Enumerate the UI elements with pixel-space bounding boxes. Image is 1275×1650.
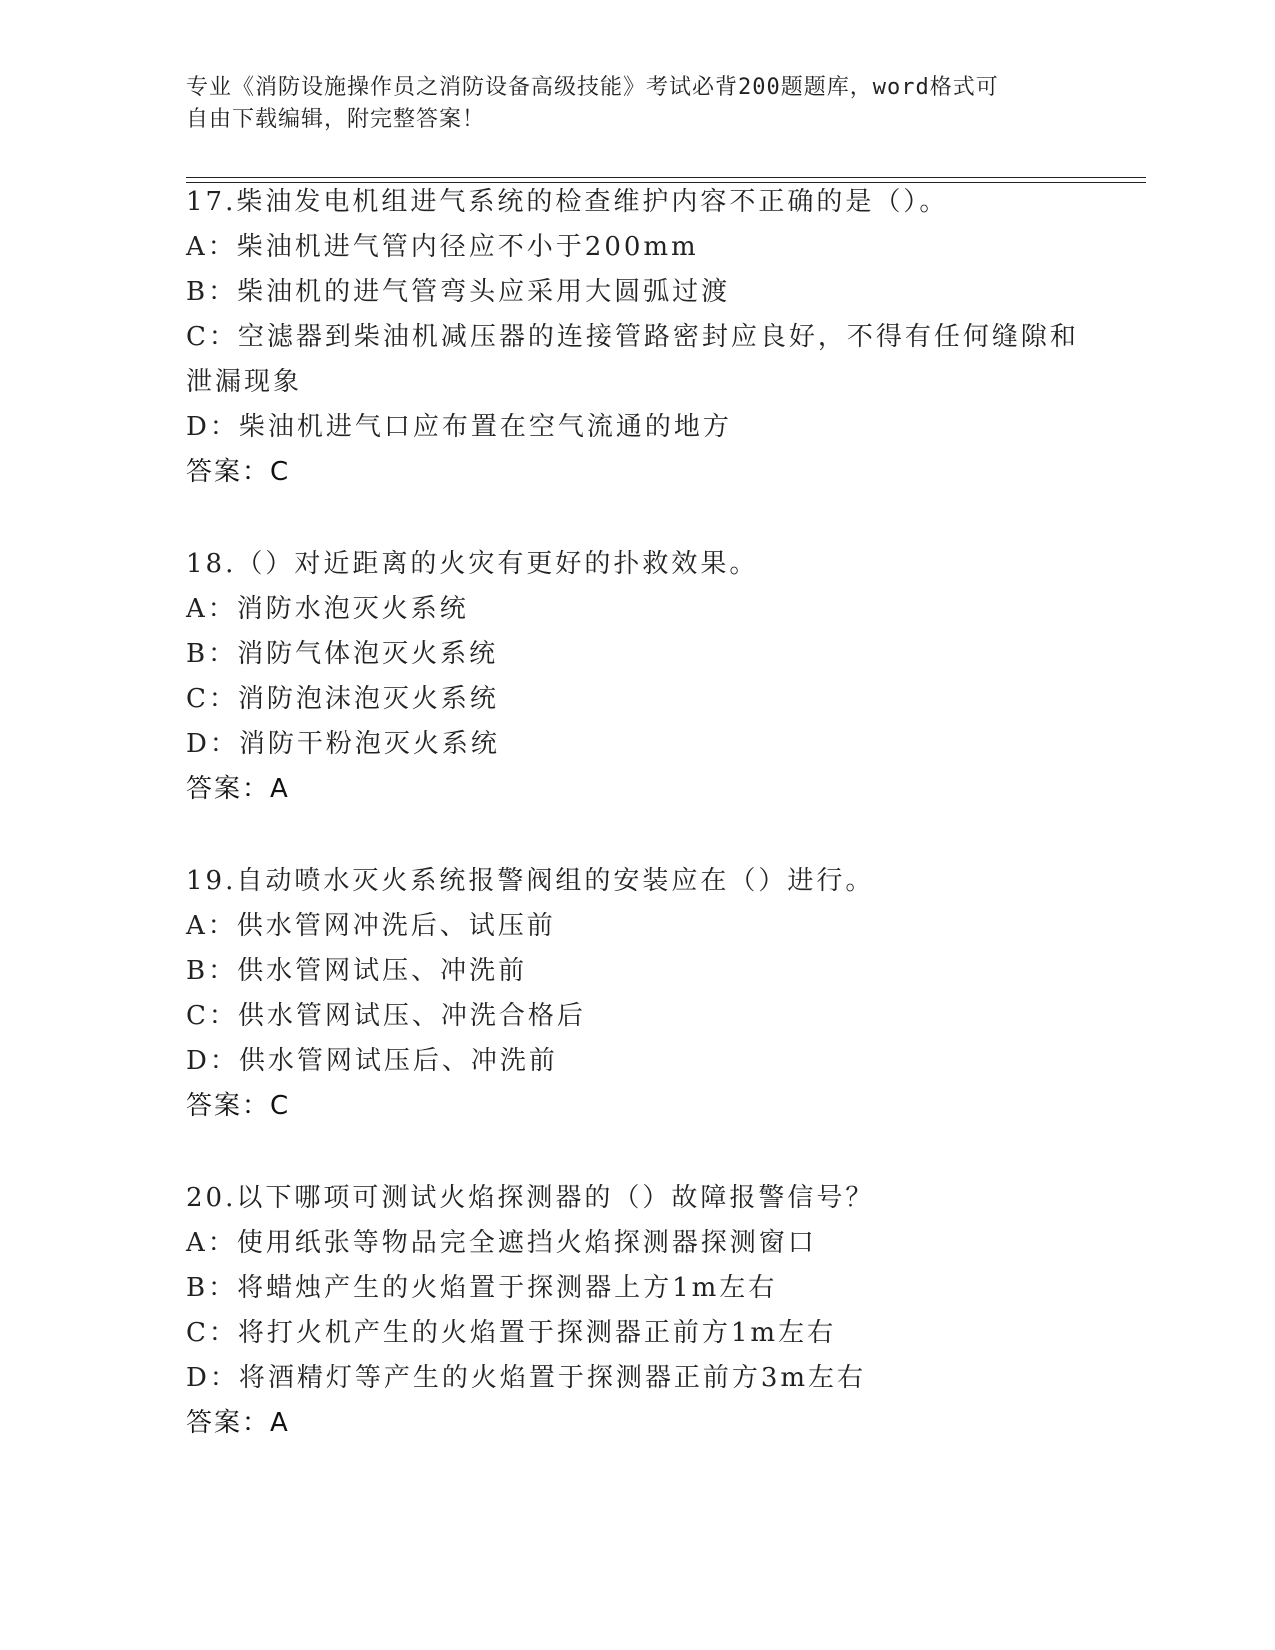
document-header <box>186 72 1066 136</box>
option-b: B：供水管网试压、冲洗前 <box>186 956 528 986</box>
question-20 <box>186 1176 1086 1446</box>
question-stem: 18.（）对近距离的火灾有更好的扑救效果。 <box>186 549 759 579</box>
option-c: C：空滤器到柴油机减压器的连接管路密封应良好，不得有任何缝隙和 <box>186 322 1079 352</box>
option-d: D：消防干粉泡灭火系统 <box>186 729 500 759</box>
option-a: A：消防水泡灭火系统 <box>186 594 469 624</box>
option-a: A：供水管网冲洗后、试压前 <box>186 911 556 941</box>
question-17 <box>186 180 1086 495</box>
question-stem: 20.以下哪项可测试火焰探测器的（）故障报警信号？ <box>186 1183 875 1213</box>
question-18 <box>186 542 1086 812</box>
header-line-1: 专业《消防设施操作员之消防设备高级技能》考试必背200题题库，word格式可 <box>186 75 999 100</box>
option-b: B：消防气体泡灭火系统 <box>186 639 499 669</box>
answer: 答案：C <box>186 1091 291 1121</box>
option-c: C：供水管网试压、冲洗合格后 <box>186 1001 586 1031</box>
option-b: B：将蜡烛产生的火焰置于探测器上方1m左右 <box>186 1273 778 1303</box>
header-line-2: 自由下载编辑，附完整答案！ <box>186 107 486 132</box>
answer: 答案：C <box>186 457 291 487</box>
option-d: D：将酒精灯等产生的火焰置于探测器正前方3m左右 <box>186 1363 867 1393</box>
option-a: A：使用纸张等物品完全遮挡火焰探测器探测窗口 <box>186 1228 817 1258</box>
option-d: D：柴油机进气口应布置在空气流通的地方 <box>186 412 732 442</box>
option-c: C：消防泡沫泡灭火系统 <box>186 684 499 714</box>
option-a: A：柴油机进气管内径应不小于200mm <box>186 232 699 262</box>
option-c-continued: 泄漏现象 <box>186 367 303 397</box>
option-b: B：柴油机的进气管弯头应采用大圆弧过渡 <box>186 277 731 307</box>
option-c: C：将打火机产生的火焰置于探测器正前方1m左右 <box>186 1318 837 1348</box>
answer: 答案：A <box>186 1408 290 1438</box>
question-19 <box>186 859 1086 1129</box>
answer: 答案：A <box>186 774 290 804</box>
question-stem: 17.柴油发电机组进气系统的检查维护内容不正确的是（）。 <box>186 187 949 217</box>
header-divider-top <box>186 177 1146 178</box>
question-stem: 19.自动喷水灭火系统报警阀组的安装应在（）进行。 <box>186 866 875 896</box>
option-d: D：供水管网试压后、冲洗前 <box>186 1046 558 1076</box>
